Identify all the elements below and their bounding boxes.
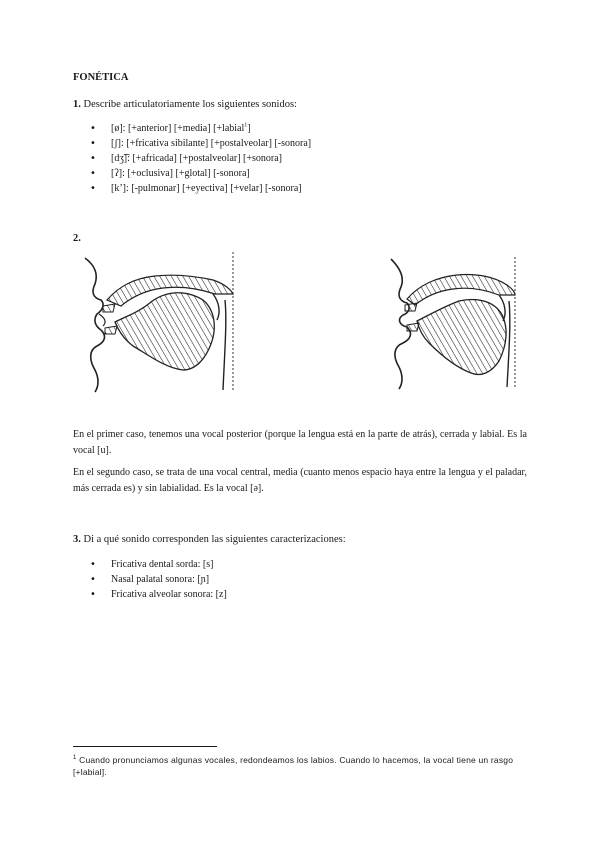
vocal-tract-figure-2 (385, 255, 525, 390)
list-item (90, 181, 311, 196)
list-item (90, 166, 311, 181)
list-item-tail: ] (247, 123, 251, 134)
question-3-number: 3. (73, 534, 81, 545)
question-2-number-text: 2. (73, 233, 81, 244)
question-1-list (90, 121, 311, 196)
footnote-reference[interactable]: 1 (244, 122, 248, 129)
question-3-list (90, 557, 227, 602)
footnote-mark: 1 (73, 755, 77, 761)
page-title: FONÉTICA (73, 72, 129, 83)
question-1-number: 1. (73, 99, 81, 110)
answer-2-paragraph-2: En el segundo caso, se trata de una vocal central, media (cuanto menos espacio haya entre la lengua y el paladar, más cerrada es) y sin labialidad. Es la vocal [ə]. (73, 467, 527, 494)
list-item (90, 136, 311, 151)
vocal-tract-figure-1 (75, 250, 245, 395)
list-item-text: Nasal palatal sonora: [ɲ] (111, 574, 210, 585)
list-item-text: Fricativa dental sorda: [s] (111, 559, 214, 570)
question-3 (73, 533, 346, 547)
question-1-prompt: Describe articulatoriamente los siguientes sonidos: (83, 99, 297, 110)
list-item-text: [kʼ]: [-pulmonar] [+eyectiva] [+velar] [-sonora] (111, 183, 302, 194)
list-item (90, 151, 311, 166)
question-1 (73, 98, 297, 112)
list-item (90, 572, 227, 587)
list-item-text: [ø]: [+anterior] [+media] [+labial (111, 123, 245, 134)
list-item-text: Fricativa alveolar sonora: [z] (111, 589, 227, 600)
list-item (90, 587, 227, 602)
footnote (73, 752, 527, 778)
footnote-separator (73, 746, 217, 747)
footnote-text: Cuando pronunciamos algunas vocales, redondeamos los labios. Cuando lo hacemos, la vocal tiene un rasgo [+labial]. (73, 754, 514, 777)
list-item (90, 557, 227, 572)
question-2-number (73, 232, 81, 246)
list-item-text: [ʃ]: [+fricativa sibilante] [+postalveolar] [-sonora] (111, 138, 312, 149)
question-3-prompt: Di a qué sonido corresponden las siguientes caracterizaciones: (83, 534, 346, 545)
list-item-text: [ʔ]: [+oclusiva] [+glotal] [-sonora] (111, 168, 250, 179)
list-item (90, 121, 311, 136)
answer-2-paragraph-1: En el primer caso, tenemos una vocal posterior (porque la lengua está en la parte de atrás), cerrada y labial. Es la vocal [u]. (73, 429, 527, 456)
list-item-text: [dʒ͡]: [+africada] [+postalveolar] [+sonora] (111, 153, 283, 164)
